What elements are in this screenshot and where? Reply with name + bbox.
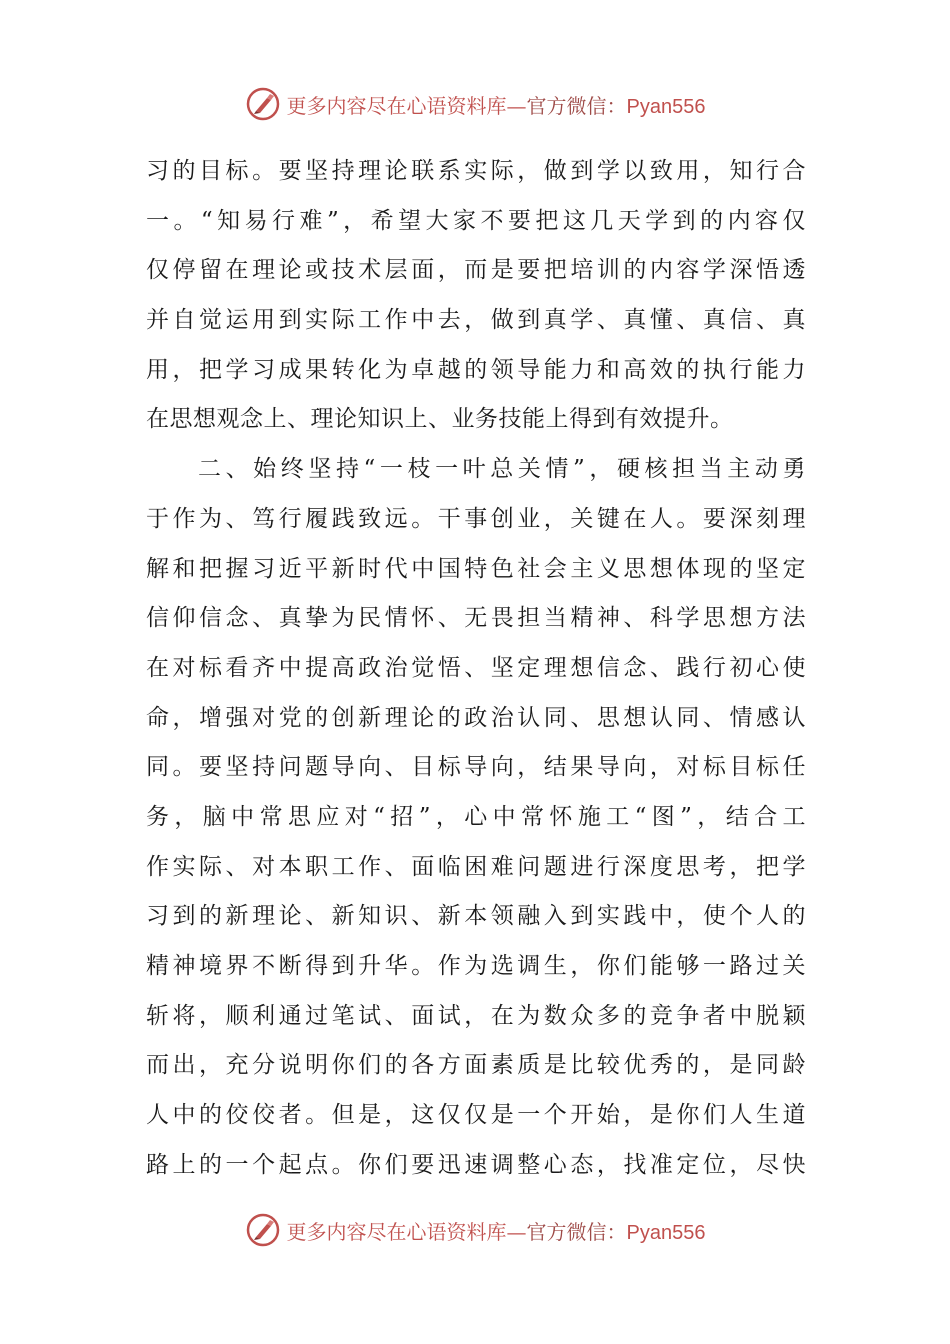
text-line: 而出，充分说明你们的各方面素质是比较优秀的，是同龄 bbox=[146, 1052, 806, 1079]
text-line: 信仰信念、真挚为民情怀、无畏担当精神、科学思想方法 bbox=[146, 605, 806, 632]
text-line: 作实际、对本职工作、面临困难问题进行深度思考，把学 bbox=[146, 853, 806, 880]
header-separator: — bbox=[506, 93, 527, 118]
text-line: 同。要坚持问题导向、目标导向，结果导向，对标目标任 bbox=[146, 754, 806, 781]
document-body bbox=[146, 147, 806, 1190]
text-line: 路上的一个起点。你们要迅速调整心态，找准定位，尽快 bbox=[146, 1151, 806, 1178]
header-banner bbox=[0, 84, 950, 124]
text-line: 仅停留在理论或技术层面，而是要把培训的内容学深悟透 bbox=[146, 257, 806, 284]
pen-nib-logo-icon bbox=[245, 1212, 281, 1248]
text-line: 解和把握习近平新时代中国特色社会主义思想体现的坚定 bbox=[146, 555, 806, 582]
text-line: 斩将，顺利通过笔试、面试，在为数众多的竞争者中脱颖 bbox=[146, 1002, 806, 1029]
header-contact-label: 官方微信： bbox=[526, 93, 627, 118]
text-line: 二、始终坚持“一枝一叶总关情”，硬核担当主动勇 bbox=[198, 456, 806, 483]
text-line: 于作为、笃行履践致远。干事创业，关键在人。要深刻理 bbox=[146, 505, 806, 532]
pen-nib-logo-icon bbox=[245, 86, 281, 122]
text-line: 习的目标。要坚持理论联系实际，做到学以致用，知行合 bbox=[146, 158, 806, 184]
paragraph-1 bbox=[146, 147, 806, 445]
header-site-text: 更多内容尽在心语资料库 bbox=[286, 93, 507, 118]
header-contact-id: Pyan556 bbox=[626, 95, 706, 118]
footer-banner bbox=[0, 1210, 950, 1250]
footer-separator: — bbox=[506, 1219, 527, 1244]
text-line: 人中的佼佼者。但是，这仅仅是一个开始，是你们人生道 bbox=[146, 1102, 806, 1129]
text-line: 在对标看齐中提高政治觉悟、坚定理想信念、践行初心使 bbox=[146, 654, 806, 681]
footer-site-text: 更多内容尽在心语资料库 bbox=[286, 1219, 507, 1244]
text-line: 务，脑中常思应对“招”，心中常怀施工“图”，结合工 bbox=[146, 803, 806, 830]
footer-contact-label: 官方微信： bbox=[526, 1219, 627, 1244]
text-line: 习到的新理论、新知识、新本领融入到实践中，使个人的 bbox=[146, 903, 806, 930]
text-line: 一。“知易行难”，希望大家不要把这几天学到的内容仅 bbox=[146, 207, 806, 234]
text-line: 命，增强对党的创新理论的政治认同、思想认同、情感认 bbox=[146, 704, 806, 731]
text-line: 在思想观念上、理论知识上、业务技能上得到有效提升。 bbox=[146, 406, 734, 433]
footer-banner-text bbox=[287, 1216, 706, 1245]
header-banner-text bbox=[287, 90, 706, 119]
text-line: 并自觉运用到实际工作中去，做到真学、真懂、真信、真 bbox=[146, 307, 806, 334]
footer-contact-id: Pyan556 bbox=[626, 1221, 706, 1244]
text-line: 精神境界不断得到升华。作为选调生，你们能够一路过关 bbox=[146, 953, 806, 979]
paragraph-2 bbox=[146, 445, 806, 1190]
text-line: 用，把学习成果转化为卓越的领导能力和高效的执行能力 bbox=[146, 356, 806, 383]
